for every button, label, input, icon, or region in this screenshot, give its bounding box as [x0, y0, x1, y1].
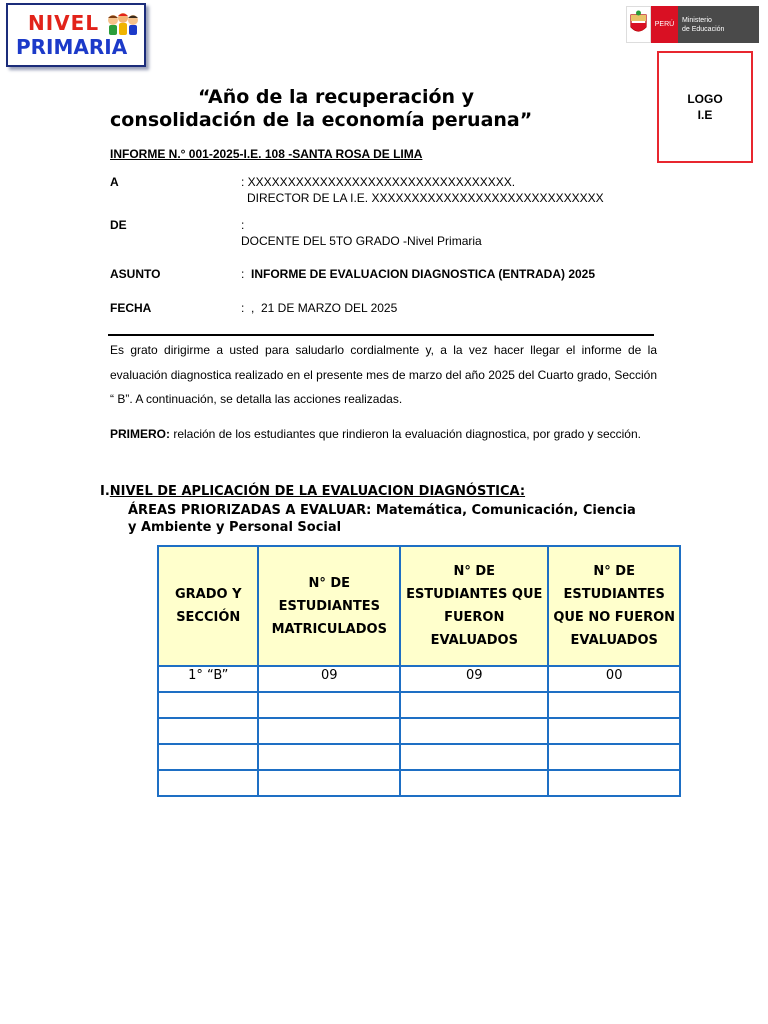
table-cell [158, 718, 258, 744]
prioritized-areas: ÁREAS PRIORIZADAS A EVALUAR: Matemática, Comunicación, Ciencia y Ambiente y Personal Social [128, 503, 636, 535]
table-row [158, 666, 680, 692]
table-cell: 09 [258, 666, 400, 692]
table-cell [158, 744, 258, 770]
table-cell [158, 692, 258, 718]
table-cell [548, 718, 680, 744]
brand-word-nivel: NIVEL [28, 11, 100, 35]
table-cell [548, 744, 680, 770]
intro-paragraph: Es grato dirigirme a usted para saludarlo cordialmente y, a la vez hacer llegar el informe de la evaluación diagnostica realizado en el presente mes de marzo del año 2025 del Cuarto grado, Sección “ B”. A continuación, se detalla las acciones realizadas. [110, 343, 658, 406]
table-cell [548, 770, 680, 796]
table-cell [258, 692, 400, 718]
nivel-primaria-logo [6, 3, 146, 67]
section-title: NIVEL DE APLICACIÓN DE LA EVALUACION DIAGNÓSTICA: [109, 484, 526, 499]
table-cell: 00 [548, 666, 680, 692]
field-fecha-value: : , 21 DE MARZO DEL 2025 [241, 301, 398, 315]
table-cell [548, 692, 680, 718]
year-title-line1: “Año de la recuperación y [198, 86, 475, 108]
evaluation-table [157, 545, 681, 797]
field-de-label: DE [110, 218, 127, 232]
ministry-line1: Ministerio [682, 17, 712, 24]
field-de-colon: : [241, 218, 245, 232]
field-a-value1: : XXXXXXXXXXXXXXXXXXXXXXXXXXXXXXXXX. [241, 175, 516, 189]
table-cell [258, 744, 400, 770]
table-row [158, 744, 680, 770]
header-evaluados: N° DE ESTUDIANTES QUE FUERON EVALUADOS [400, 546, 548, 666]
table-cell: 09 [400, 666, 548, 692]
table-cell [400, 770, 548, 796]
divider-line [108, 334, 654, 336]
table-cell: 1° “B” [158, 666, 258, 692]
header-matriculados: N° DE ESTUDIANTES MATRICULADOS [258, 546, 400, 666]
primero-paragraph [110, 422, 657, 447]
year-title-line2: consolidación de la economía peruana” [110, 109, 533, 131]
peru-label: PERÚ [651, 6, 678, 43]
table-header-row [158, 546, 680, 666]
primero-label: PRIMERO: [110, 427, 170, 441]
table-row [158, 770, 680, 796]
table-cell [400, 718, 548, 744]
field-asunto-colon: : [241, 267, 245, 281]
header-grado: GRADO Y SECCIÓN [158, 546, 258, 666]
ministry-label [678, 6, 759, 43]
table-cell [258, 718, 400, 744]
field-de-value: DOCENTE DEL 5TO GRADO -Nivel Primaria [241, 234, 482, 248]
table-cell [158, 770, 258, 796]
section-heading [100, 484, 525, 499]
table-cell [258, 770, 400, 796]
field-a-value2: DIRECTOR DE LA I.E. XXXXXXXXXXXXXXXXXXXXXXXXXXXXX [247, 191, 604, 205]
children-icon [106, 13, 140, 37]
table-row [158, 718, 680, 744]
table-row [158, 692, 680, 718]
header-no-evaluados: N° DE ESTUDIANTES QUE NO FUERON EVALUADOS [548, 546, 680, 666]
table-cell [400, 744, 548, 770]
ministry-header [626, 6, 759, 43]
school-logo-placeholder [657, 51, 753, 163]
primero-text: relación de los estudiantes que rindieron la evaluación diagnostica, por grado y sección. [170, 427, 641, 441]
year-title [110, 86, 580, 132]
brand-word-primaria: PRIMARIA [16, 35, 128, 59]
logo-line1: LOGO [687, 92, 723, 106]
table-cell [400, 692, 548, 718]
ministry-line2: de Educación [682, 26, 725, 33]
field-fecha-label: FECHA [110, 301, 152, 315]
section-number: I. [100, 484, 110, 499]
coat-of-arms-icon [626, 6, 651, 43]
field-a-label: A [110, 175, 119, 189]
report-number: INFORME N.° 001-2025-I.E. 108 -SANTA ROSA DE LIMA [110, 147, 423, 161]
logo-line2: I.E [697, 108, 713, 122]
field-asunto-value: INFORME DE EVALUACION DIAGNOSTICA (ENTRADA) 2025 [251, 267, 596, 281]
field-asunto-label: ASUNTO [110, 267, 161, 281]
